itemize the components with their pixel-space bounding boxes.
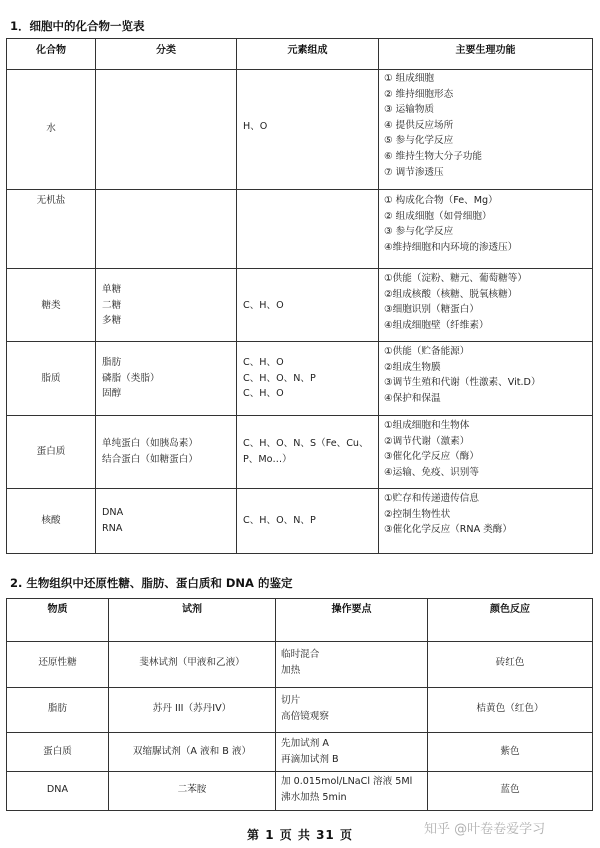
reagent-cell: 苏丹 III（苏丹IV） xyxy=(152,703,232,714)
element-composition: C、H、O、N、P xyxy=(243,515,316,526)
class-item: 固醇 xyxy=(102,388,122,400)
class-item: 脂肪 xyxy=(102,357,122,368)
reagent-cell: 二苯胺 xyxy=(177,784,207,795)
compound-name: 无机盐 xyxy=(36,195,66,206)
compound-name: 蛋白质 xyxy=(36,446,66,457)
element-composition xyxy=(243,436,369,467)
function-item: ④保护和保温 xyxy=(384,392,441,404)
function-list xyxy=(384,271,527,333)
function-item: ① 构成化合物（Fe、Mg） xyxy=(384,195,498,206)
step-item: 加 0.015mol/LNaCl 溶液 5Ml xyxy=(281,776,413,787)
function-list xyxy=(384,193,517,255)
function-item: ②组成核酸（核糖、脱氧核糖） xyxy=(384,288,518,300)
function-list xyxy=(384,491,512,538)
class-list xyxy=(102,505,123,536)
function-item: ⑥ 维持生物大分子功能 xyxy=(384,150,482,162)
header-compound: 化合物 xyxy=(36,45,66,56)
steps-cell xyxy=(281,736,339,767)
step-item: 沸水加热 5min xyxy=(281,791,347,803)
page-number: 第 1 页 共 31 页 xyxy=(247,828,353,842)
section1-title: 1．细胞中的化合物一览表 xyxy=(10,19,145,33)
element-item: C、H、O、N、P xyxy=(243,372,316,384)
class-list xyxy=(102,436,198,467)
function-item: ① 组成细胞 xyxy=(384,73,435,84)
class-item: 单糖 xyxy=(102,284,122,295)
class-list xyxy=(102,282,121,329)
color-cell: 紫色 xyxy=(500,746,520,757)
identification-table xyxy=(6,598,593,811)
function-item: ⑦ 调节渗透压 xyxy=(384,166,444,178)
class-item: 单纯蛋白（如胰岛素） xyxy=(102,438,198,449)
function-item: ③ 参与化学反应 xyxy=(384,226,454,238)
compound-name: 糖类 xyxy=(41,300,61,311)
class-item: 磷脂（类脂） xyxy=(102,372,160,384)
step-item: 高倍镜观察 xyxy=(281,710,329,722)
color-cell: 桔黄色（红色） xyxy=(476,703,544,714)
element-composition: C、H、O xyxy=(243,300,284,311)
function-item: ② 维持细胞形态 xyxy=(384,88,454,100)
function-item: ②组成生物膜 xyxy=(384,361,441,373)
step-item: 加热 xyxy=(281,664,301,676)
class-item: RNA xyxy=(102,522,123,534)
reagent-cell: 斐林试剂（甲液和乙液） xyxy=(139,657,245,668)
section2-title: 2. 生物组织中还原性糖、脂肪、蛋白质和 DNA 的鉴定 xyxy=(10,576,293,590)
function-item: ②控制生物性状 xyxy=(384,508,451,520)
class-list xyxy=(102,355,160,402)
function-item: ④ 提供反应场所 xyxy=(384,119,454,131)
function-item: ①供能（淀粉、糖元、葡萄糖等） xyxy=(384,273,527,284)
color-cell: 砖红色 xyxy=(495,657,525,668)
function-item: ③调节生殖和代谢（性激素、Vit.D） xyxy=(384,377,541,389)
steps-cell xyxy=(281,647,319,678)
compound-name: 脂质 xyxy=(41,373,61,384)
function-item: ④运输、免疫、识别等 xyxy=(384,466,479,478)
function-item: ② 组成细胞（如骨细胞） xyxy=(384,210,492,222)
compound-name: 核酸 xyxy=(41,515,61,526)
element-item: P、Mo…） xyxy=(243,453,292,465)
function-item: ⑤ 参与化学反应 xyxy=(384,135,454,147)
header-elements: 元素组成 xyxy=(287,45,328,56)
reagent-cell: 双缩脲试剂（A 液和 B 液） xyxy=(132,746,252,757)
element-composition: H、O xyxy=(243,121,268,132)
class-item: 结合蛋白（如糖蛋白） xyxy=(102,453,198,465)
function-item: ④组成细胞壁（纤维素） xyxy=(384,319,489,331)
header-reagent: 试剂 xyxy=(182,604,202,615)
function-item: ①组成细胞和生物体 xyxy=(384,420,470,431)
class-item: 多糖 xyxy=(102,315,122,327)
function-list xyxy=(384,71,482,180)
function-item: ③细胞识别（糖蛋白） xyxy=(384,304,479,316)
function-list xyxy=(384,344,541,406)
function-item: ④维持细胞和内环境的渗透压） xyxy=(384,241,518,253)
header-function: 主要生理功能 xyxy=(455,45,516,56)
steps-cell xyxy=(281,774,412,805)
function-list xyxy=(384,418,479,480)
header-color: 颜色反应 xyxy=(490,604,530,615)
substance-cell: 脂肪 xyxy=(47,703,68,714)
steps-cell xyxy=(281,693,329,724)
header-substance: 物质 xyxy=(47,604,68,615)
function-item: ①供能（贮备能源） xyxy=(384,346,470,357)
substance-cell: 蛋白质 xyxy=(43,746,72,757)
substance-cell: 还原性糖 xyxy=(38,657,77,668)
function-item: ②调节代谢（激素） xyxy=(384,435,470,447)
class-item: DNA xyxy=(102,507,124,518)
step-item: 再滴加试剂 B xyxy=(281,753,339,765)
header-class: 分类 xyxy=(156,45,176,56)
class-item: 二糖 xyxy=(102,299,122,311)
function-item: ①贮存和传递遗传信息 xyxy=(384,493,479,504)
element-item: C、H、O、N、S（Fe、Cu、 xyxy=(243,438,369,449)
element-item: C、H、O xyxy=(243,357,284,368)
step-item: 临时混合 xyxy=(281,649,320,660)
step-item: 切片 xyxy=(281,695,301,706)
element-item: C、H、O xyxy=(243,388,284,400)
color-cell: 蓝色 xyxy=(500,784,520,795)
compound-table xyxy=(6,38,593,554)
compound-name: 水 xyxy=(46,123,56,134)
function-item: ③催化化学反应（酶） xyxy=(384,451,479,463)
header-steps: 操作要点 xyxy=(331,604,372,615)
function-item: ③催化化学反应（RNA 类酶） xyxy=(384,524,512,536)
step-item: 先加试剂 A xyxy=(281,738,329,749)
function-item: ③ 运输物质 xyxy=(384,104,435,116)
element-composition xyxy=(243,355,316,402)
substance-cell: DNA xyxy=(46,784,69,795)
watermark: 知乎 @叶卷卷爱学习 xyxy=(424,822,546,837)
